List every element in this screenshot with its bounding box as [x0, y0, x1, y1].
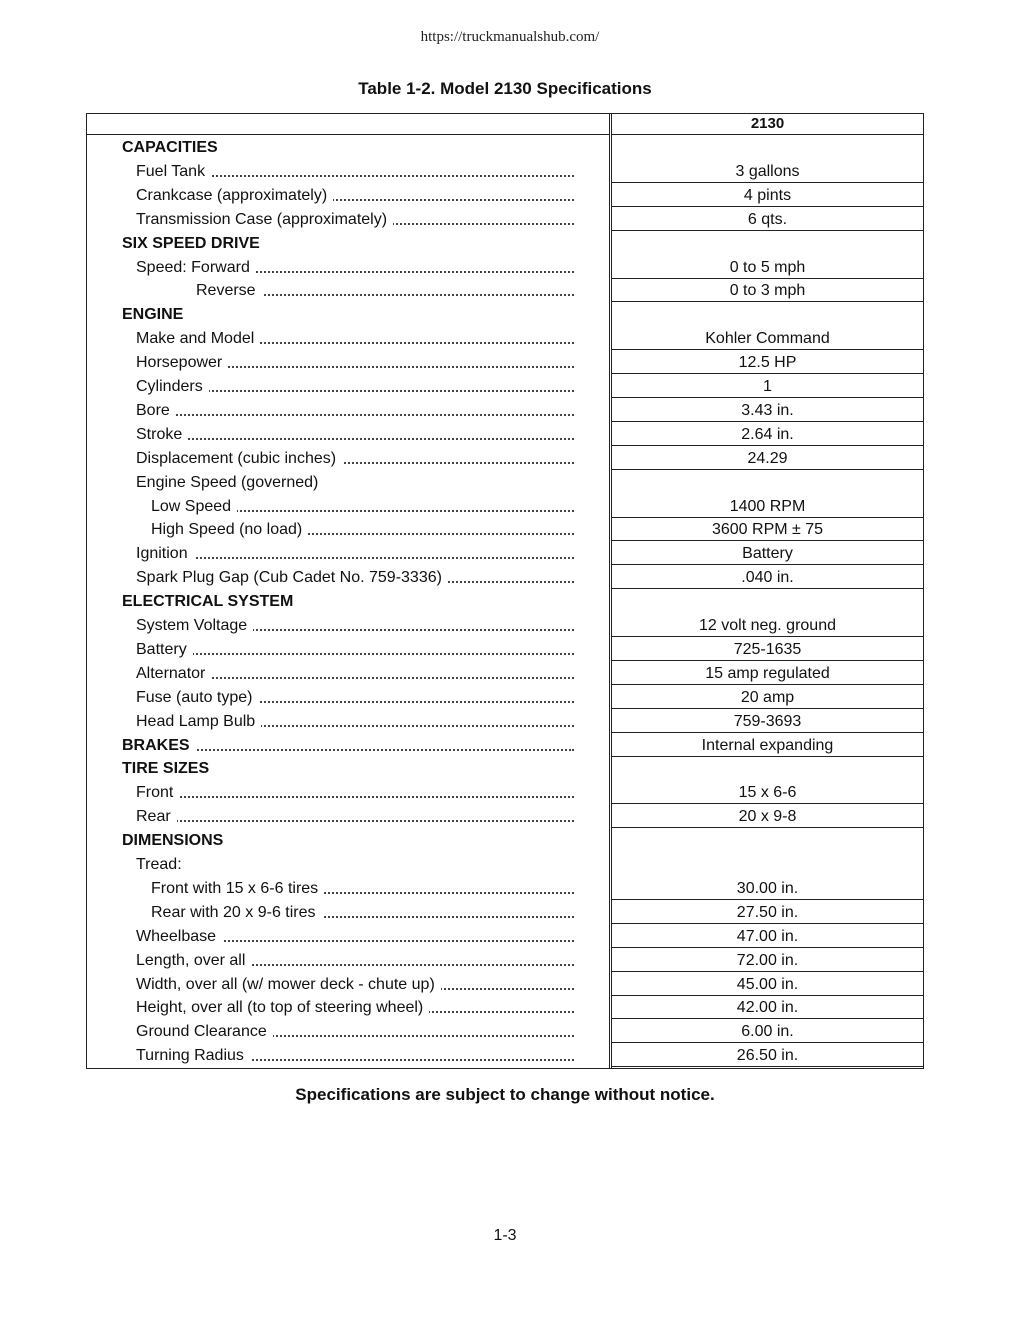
- spec-label-text: High Speed (no load): [151, 521, 308, 538]
- table-row: [87, 901, 923, 925]
- spec-label-text: Length, over all: [136, 952, 251, 969]
- spec-value: 12 volt neg. ground: [612, 614, 923, 637]
- section-label: [87, 136, 574, 160]
- spec-value: 3600 RPM ± 75: [612, 518, 923, 541]
- section-row: [87, 590, 923, 614]
- spec-value: 3.43 in.: [612, 399, 923, 422]
- spec-label-text: Stroke: [136, 426, 188, 443]
- table-row: [87, 471, 923, 495]
- table-row: [87, 614, 923, 638]
- spec-label-text: DIMENSIONS: [122, 832, 229, 849]
- dot-leader: [136, 796, 574, 798]
- spec-label-text: ENGINE: [122, 306, 189, 323]
- section-label: [87, 232, 574, 256]
- spec-value: 15 x 6-6: [612, 781, 923, 804]
- spec-label-text: Speed: Forward: [136, 259, 256, 276]
- spec-label-text: Rear with 20 x 9-6 tires: [151, 904, 322, 921]
- dot-leader: [136, 557, 574, 559]
- spec-label: [87, 518, 574, 542]
- table-row: [87, 1020, 923, 1044]
- section-label: [87, 734, 574, 758]
- spec-label-text: BRAKES: [122, 737, 196, 754]
- spec-value: 27.50 in.: [612, 901, 923, 924]
- spec-value: Internal expanding: [612, 734, 923, 757]
- spec-label: [87, 805, 574, 829]
- spec-value: 47.00 in.: [612, 925, 923, 948]
- spec-label-text: Front: [136, 784, 179, 801]
- spec-label: [87, 471, 574, 495]
- section-label: [87, 590, 574, 614]
- section-row: [87, 136, 923, 160]
- table-row: [87, 447, 923, 471]
- spec-value: 1: [612, 375, 923, 398]
- table-row: [87, 327, 923, 351]
- model-column-header: 2130: [612, 114, 923, 135]
- spec-value: Kohler Command: [612, 327, 923, 350]
- table-row: [87, 949, 923, 973]
- table-row: [87, 423, 923, 447]
- spec-label: [87, 566, 574, 590]
- spec-label: [87, 279, 574, 303]
- table-row: [87, 686, 923, 710]
- spec-label: [87, 351, 574, 375]
- spec-label-text: Height, over all (to top of steering wheel): [136, 999, 429, 1016]
- spec-label: [87, 614, 574, 638]
- page-number: 1-3: [493, 1227, 517, 1244]
- spec-label-text: Tread:: [136, 856, 188, 873]
- footnote: Specifications are subject to change without notice.: [295, 1085, 715, 1104]
- dot-leader: [136, 820, 574, 822]
- spec-label: [87, 949, 574, 973]
- spec-label: [87, 184, 574, 208]
- section-label: [87, 757, 574, 781]
- header-rule: [87, 134, 609, 135]
- spec-label: [87, 662, 574, 686]
- spec-label-text: TIRE SIZES: [122, 760, 215, 777]
- spec-label-text: Ignition: [136, 545, 194, 562]
- spec-label: [87, 686, 574, 710]
- spec-value: 12.5 HP: [612, 351, 923, 374]
- spec-value: 2.64 in.: [612, 423, 923, 446]
- section-row: [87, 757, 923, 781]
- spec-label: [87, 853, 574, 877]
- spec-label: [87, 208, 574, 232]
- spec-label-text: ELECTRICAL SYSTEM: [122, 593, 299, 610]
- spec-label: [87, 542, 574, 566]
- spec-label: [87, 901, 574, 925]
- spec-label-text: Displacement (cubic inches): [136, 450, 342, 467]
- spec-label-text: CAPACITIES: [122, 139, 224, 156]
- spec-label: [87, 256, 574, 280]
- spec-label-text: Head Lamp Bulb: [136, 713, 261, 730]
- table-row: [87, 518, 923, 542]
- spec-value: 1400 RPM: [612, 495, 923, 518]
- section-row: [87, 303, 923, 327]
- spec-label: [87, 973, 574, 997]
- table-row: [87, 996, 923, 1020]
- section-row: [87, 829, 923, 853]
- spec-label: [87, 925, 574, 949]
- spec-value: 6.00 in.: [612, 1020, 923, 1043]
- spec-label-text: Transmission Case (approximately): [136, 211, 393, 228]
- spec-label: [87, 877, 574, 901]
- spec-value: 26.50 in.: [612, 1044, 923, 1067]
- spec-label-text: Fuse (auto type): [136, 689, 259, 706]
- table-row: [87, 256, 923, 280]
- table-row: [87, 566, 923, 590]
- spec-label-text: Spark Plug Gap (Cub Cadet No. 759-3336): [136, 569, 448, 586]
- table-row: [87, 973, 923, 997]
- spec-label: [87, 495, 574, 519]
- dot-leader: [136, 414, 574, 416]
- spec-value: 72.00 in.: [612, 949, 923, 972]
- spec-label-text: Rear: [136, 808, 177, 825]
- spec-label-text: SIX SPEED DRIVE: [122, 235, 266, 252]
- spec-label: [87, 781, 574, 805]
- spec-value: 6 qts.: [612, 208, 923, 231]
- table-row: [87, 853, 923, 877]
- spec-label-text: Reverse: [196, 282, 262, 299]
- spec-value: 0 to 5 mph: [612, 256, 923, 279]
- spec-label-text: Fuel Tank: [136, 163, 211, 180]
- table-row: [87, 160, 923, 184]
- spec-value: 759-3693: [612, 710, 923, 733]
- spec-label-text: Ground Clearance: [136, 1023, 273, 1040]
- table-row: [87, 1044, 923, 1068]
- spec-label: [87, 638, 574, 662]
- section-row: [87, 232, 923, 256]
- spec-label-text: Cylinders: [136, 378, 209, 395]
- dot-leader: [136, 653, 574, 655]
- table-row: [87, 375, 923, 399]
- table-row: [87, 542, 923, 566]
- spec-label: [87, 375, 574, 399]
- spec-value: 4 pints: [612, 184, 923, 207]
- spec-value: 20 x 9-8: [612, 805, 923, 828]
- table-row: [87, 805, 923, 829]
- specifications-table: [86, 113, 924, 1069]
- dot-leader: [136, 438, 574, 440]
- table-row: [87, 208, 923, 232]
- spec-value: 42.00 in.: [612, 996, 923, 1019]
- spec-label: [87, 447, 574, 471]
- spec-label-text: Make and Model: [136, 330, 260, 347]
- table-row: [87, 184, 923, 208]
- section-label: [87, 829, 574, 853]
- table-row: [87, 710, 923, 734]
- table-row: [87, 399, 923, 423]
- table-row: [87, 662, 923, 686]
- spec-label: [87, 423, 574, 447]
- spec-value: 30.00 in.: [612, 877, 923, 900]
- spec-label-text: Turning Radius: [136, 1047, 250, 1064]
- table-row: [87, 638, 923, 662]
- spec-label-text: Horsepower: [136, 354, 228, 371]
- section-label: [87, 303, 574, 327]
- spec-value: 725-1635: [612, 638, 923, 661]
- spec-label: [87, 1020, 574, 1044]
- table-row: [87, 351, 923, 375]
- source-url[interactable]: https://truckmanualshub.com/: [420, 29, 600, 45]
- table-row: [87, 877, 923, 901]
- table-title: Table 1-2. Model 2130 Specifications: [358, 79, 652, 98]
- spec-label-text: Low Speed: [151, 498, 237, 515]
- spec-label-text: Battery: [136, 641, 193, 658]
- spec-label: [87, 710, 574, 734]
- spec-value: Battery: [612, 542, 923, 565]
- spec-label-text: Width, over all (w/ mower deck - chute up): [136, 976, 441, 993]
- spec-value: 0 to 3 mph: [612, 279, 923, 302]
- spec-label-text: Alternator: [136, 665, 211, 682]
- spec-label: [87, 160, 574, 184]
- table-row: [87, 279, 923, 303]
- spec-label-text: Engine Speed (governed): [136, 474, 324, 491]
- spec-label-text: Crankcase (approximately): [136, 187, 333, 204]
- spec-label: [87, 399, 574, 423]
- spec-label: [87, 327, 574, 351]
- spec-label-text: Wheelbase: [136, 928, 222, 945]
- spec-value: 20 amp: [612, 686, 923, 709]
- spec-label-text: Front with 15 x 6-6 tires: [151, 880, 324, 897]
- spec-label-text: System Voltage: [136, 617, 253, 634]
- spec-value: 15 amp regulated: [612, 662, 923, 685]
- table-row: [87, 925, 923, 949]
- spec-value: 3 gallons: [612, 160, 923, 183]
- spec-value: .040 in.: [612, 566, 923, 589]
- spec-value: 45.00 in.: [612, 973, 923, 996]
- spec-label-text: Bore: [136, 402, 176, 419]
- spec-label: [87, 1044, 574, 1068]
- section-row: [87, 734, 923, 758]
- spec-value: 24.29: [612, 447, 923, 470]
- spec-label: [87, 996, 574, 1020]
- table-row: [87, 781, 923, 805]
- table-row: [87, 495, 923, 519]
